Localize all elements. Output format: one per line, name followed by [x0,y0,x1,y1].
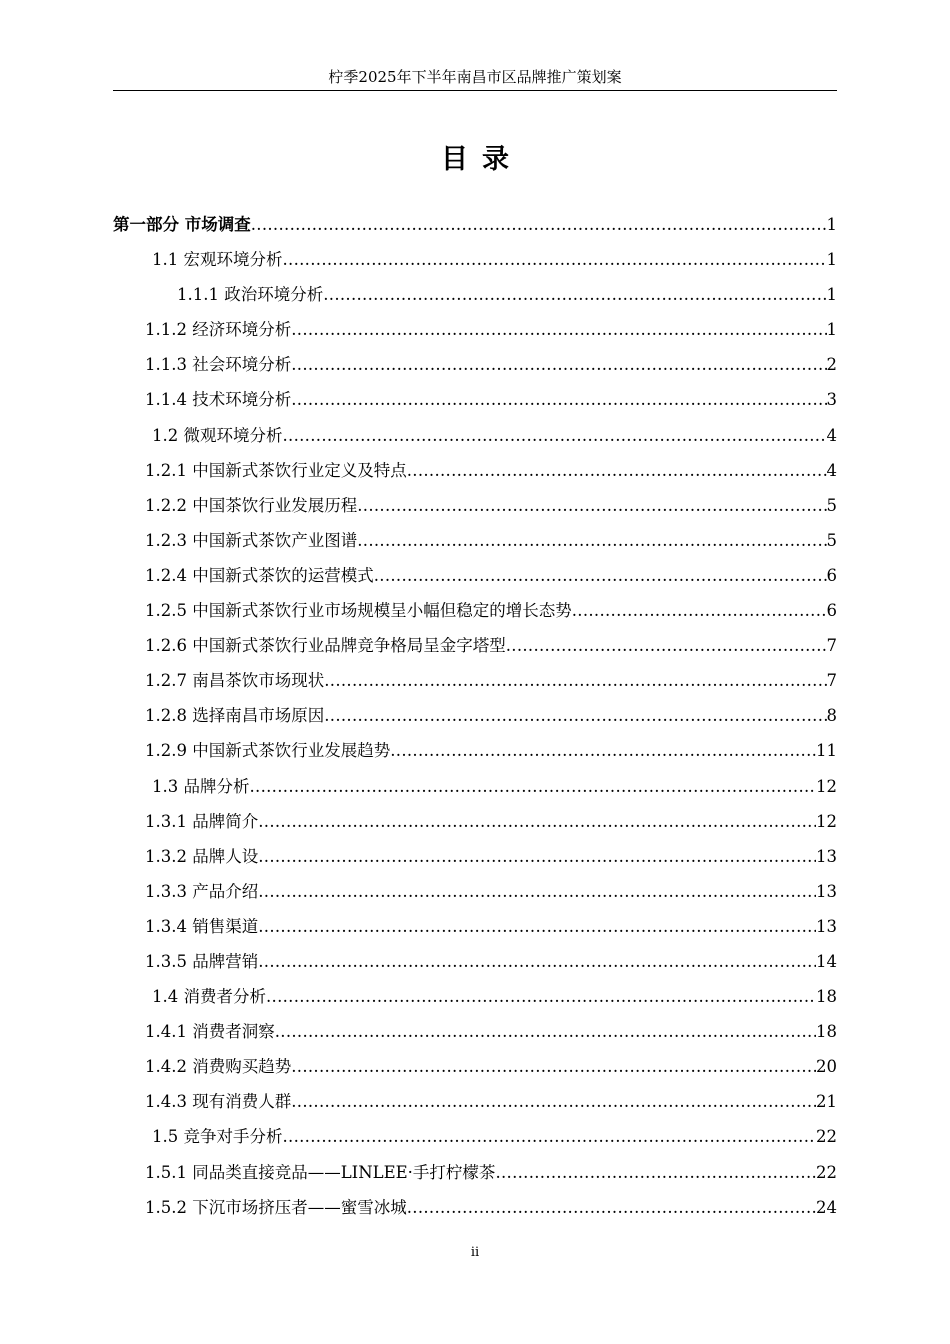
toc-entry-label: 1.5.1 同品类直接竞品——LINLEE·手打柠檬茶 [145,1162,496,1182]
toc-dot-leader [357,488,826,515]
toc-dot-leader [258,909,816,936]
toc-entry[interactable] [0,308,950,343]
toc-entry-page: 6 [826,601,837,621]
toc-dot-leader [572,593,827,620]
toc-entry[interactable] [0,940,950,975]
toc-entry-label: 1.1.1 政治环境分析 [177,285,324,305]
toc-entry[interactable] [0,1115,950,1150]
toc-dot-leader [258,839,816,866]
toc-entry[interactable] [0,729,950,764]
toc-dot-leader [266,979,816,1006]
toc-entry[interactable] [0,624,950,659]
toc-entry-page: 20 [816,1057,837,1077]
toc-dot-leader [250,769,817,796]
toc-entry-label: 1.2.7 南昌茶饮市场现状 [145,671,325,691]
toc-entry-page: 1 [826,320,837,340]
toc-entry-label: 1.3.2 品牌人设 [145,846,259,866]
toc-entry-label: 1.2.3 中国新式茶饮产业图谱 [145,530,358,550]
toc-dot-leader [291,1084,816,1111]
toc-entry[interactable] [0,554,950,589]
toc-entry-page: 7 [826,671,837,691]
toc-entry[interactable] [0,378,950,413]
toc-entry[interactable] [0,659,950,694]
toc-dot-leader [283,1119,817,1146]
toc-dot-leader [283,242,827,269]
toc-entry[interactable] [0,1045,950,1080]
toc-entry-label: 1.3.3 产品介绍 [145,881,259,901]
toc-entry-page: 1 [826,250,837,270]
toc-entry-label: 1.4.1 消费者洞察 [145,1022,275,1042]
toc-entry[interactable] [0,975,950,1010]
toc-entry-page: 5 [826,495,837,515]
toc-entry-label: 1.4 消费者分析 [152,987,266,1007]
toc-entry[interactable] [0,484,950,519]
toc-entry-label: 1.1.2 经济环境分析 [145,320,292,340]
toc-dot-leader [291,382,826,409]
toc-entry-page: 1 [826,285,837,305]
toc-entry-page: 4 [826,460,837,480]
toc-dot-leader [291,347,826,374]
toc-entry[interactable] [0,203,950,238]
toc-entry[interactable] [0,835,950,870]
toc-entry[interactable] [0,765,950,800]
toc-dot-leader [407,453,827,480]
toc-entry-label: 1.4.2 消费购买趋势 [145,1057,292,1077]
toc-dot-leader [407,1190,816,1217]
toc-dot-leader [357,523,826,550]
toc-entry[interactable] [0,905,950,940]
table-of-contents [0,203,950,1221]
toc-entry[interactable] [0,414,950,449]
toc-entry[interactable] [0,343,950,378]
toc-entry-page: 3 [826,390,837,410]
toc-entry-label: 1.5 竞争对手分析 [152,1127,283,1147]
toc-dot-leader [258,804,816,831]
toc-entry-page: 5 [826,530,837,550]
toc-entry-page: 12 [816,776,837,796]
toc-entry[interactable] [0,1010,950,1045]
toc-entry-page: 4 [826,425,837,445]
page-header [113,66,837,91]
toc-dot-leader [258,874,816,901]
toc-dot-leader [374,558,827,585]
toc-dot-leader [291,312,826,339]
toc-entry-label: 1.3.5 品牌营销 [145,951,259,971]
toc-dot-leader [390,733,816,760]
toc-entry[interactable] [0,449,950,484]
toc-entry-page: 7 [826,636,837,656]
toc-entry[interactable] [0,589,950,624]
toc-entry-page: 22 [816,1127,837,1147]
toc-entry-page: 12 [816,811,837,831]
toc-entry-label: 1.4.3 现有消费人群 [145,1092,292,1112]
toc-entry-label: 1.5.2 下沉市场挤压者——蜜雪冰城 [145,1197,407,1217]
toc-entry-page: 18 [816,987,837,1007]
toc-entry-label: 1.2.2 中国茶饮行业发展历程 [145,495,358,515]
toc-dot-leader [506,628,827,655]
toc-entry-label: 1.3.4 销售渠道 [145,916,259,936]
toc-entry[interactable] [0,273,950,308]
page-number: ii [470,1245,480,1260]
toc-entry-page: 18 [816,1022,837,1042]
toc-entry-label: 1.2.6 中国新式茶饮行业品牌竞争格局呈金字塔型 [145,636,506,656]
toc-dot-leader [323,277,826,304]
toc-entry-label: 1.2.5 中国新式茶饮行业市场规模呈小幅但稳定的增长态势 [145,601,572,621]
toc-dot-leader [291,1049,816,1076]
toc-entry-page: 11 [816,741,837,761]
toc-entry-label: 1.1 宏观环境分析 [152,250,283,270]
toc-dot-leader [258,944,816,971]
toc-entry-page: 13 [816,916,837,936]
toc-entry[interactable] [0,519,950,554]
toc-entry-label: 1.2.8 选择南昌市场原因 [145,706,325,726]
toc-entry-label: 1.2 微观环境分析 [152,425,283,445]
toc-dot-leader [495,1155,816,1182]
toc-entry-page: 1 [826,215,837,234]
toc-dot-leader [324,663,826,690]
toc-dot-leader [251,207,827,234]
toc-entry-page: 13 [816,846,837,866]
toc-entry-label: 1.3 品牌分析 [152,776,250,796]
toc-entry[interactable] [0,694,950,729]
toc-entry[interactable] [0,238,950,273]
toc-entry-label: 1.2.9 中国新式茶饮行业发展趋势 [145,741,391,761]
toc-entry-page: 2 [826,355,837,375]
toc-entry-page: 22 [816,1162,837,1182]
document-title: 柠季2025年下半年南昌市区品牌推广策划案 [328,68,622,86]
toc-entry[interactable] [0,1151,950,1186]
toc-entry-page: 21 [816,1092,837,1112]
toc-entry-label: 第一部分 市场调查 [113,215,251,234]
toc-entry-label: 1.1.4 技术环境分析 [145,390,292,410]
toc-dot-leader [283,418,827,445]
toc-entry[interactable] [0,870,950,905]
toc-entry[interactable] [0,1080,950,1115]
toc-dot-leader [324,698,826,725]
toc-dot-leader [275,1014,816,1041]
toc-title: 目录 [441,144,523,175]
toc-entry[interactable] [0,800,950,835]
toc-entry-page: 6 [826,565,837,585]
toc-entry-page: 24 [816,1197,837,1217]
toc-entry-label: 1.2.4 中国新式茶饮的运营模式 [145,565,374,585]
toc-entry-label: 1.2.1 中国新式茶饮行业定义及特点 [145,460,407,480]
toc-entry-page: 13 [816,881,837,901]
toc-entry-label: 1.3.1 品牌简介 [145,811,259,831]
toc-entry-label: 1.1.3 社会环境分析 [145,355,292,375]
toc-entry-page: 14 [816,951,837,971]
toc-entry-page: 8 [826,706,837,726]
toc-entry[interactable] [0,1186,950,1221]
